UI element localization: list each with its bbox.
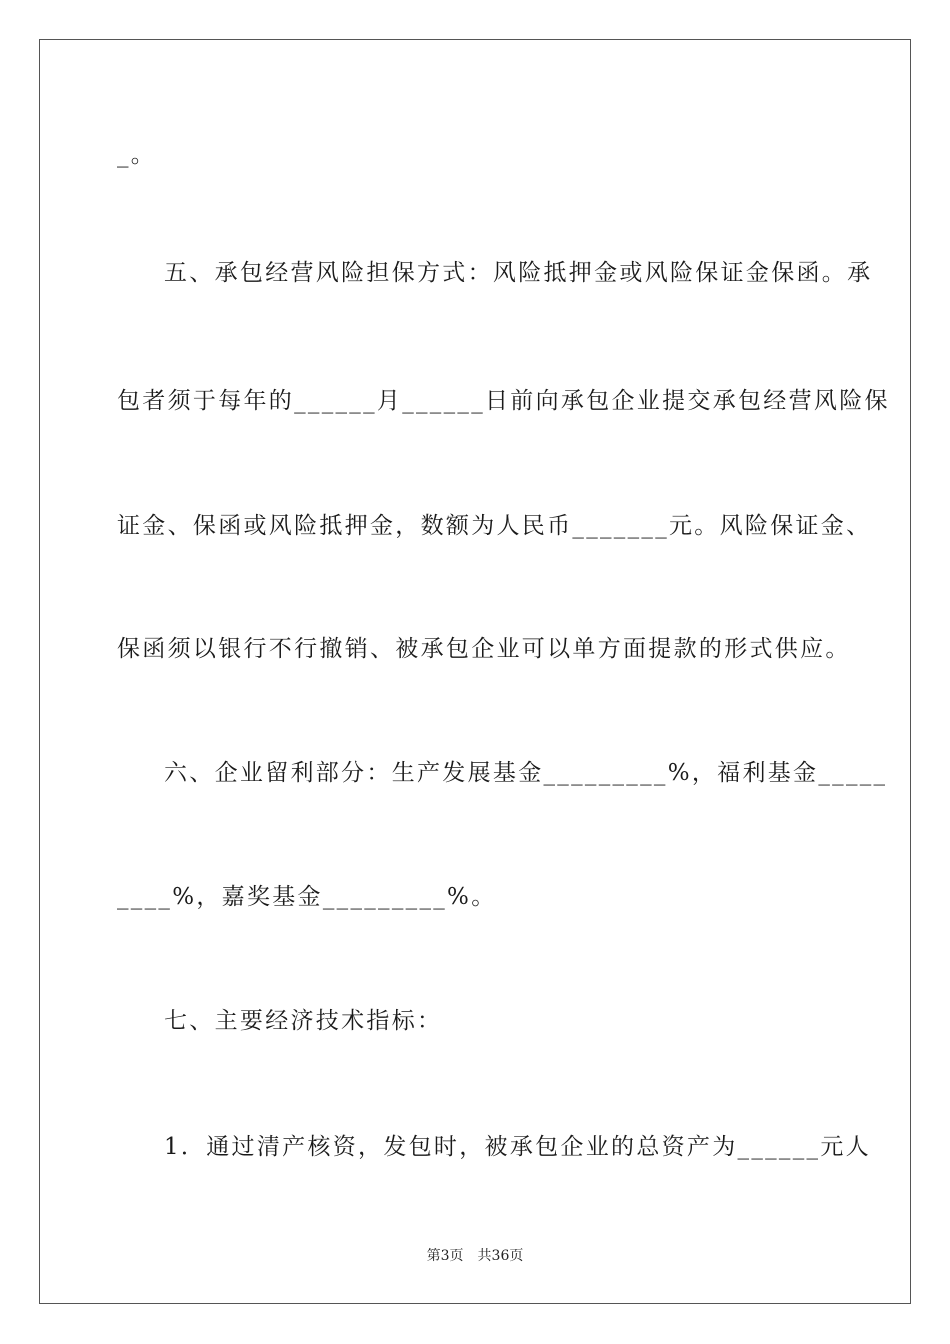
text-line: 六、企业留利部分：生产发展基金_________%，福利基金_____ — [164, 760, 888, 786]
text-line: ____%，嘉奖基金_________%。 — [117, 884, 497, 910]
text-line: _。 — [117, 142, 157, 168]
text-line: 1．通过清产核资，发包时，被承包企业的总资产为______元人 — [164, 1134, 871, 1160]
text-line: 保函须以银行不行撤销、被承包企业可以单方面提款的形式供应。 — [117, 636, 851, 662]
text-line: 七、主要经济技术指标： — [164, 1008, 443, 1034]
text-line: 包者须于每年的______月______日前向承包企业提交承包经营风险保 — [117, 388, 890, 414]
text-line: 五、承包经营风险担保方式：风险抵押金或风险保证金保函。承 — [164, 260, 873, 286]
page-footer — [0, 1247, 950, 1265]
page-border — [39, 39, 911, 1304]
page-number: 第3页 — [426, 1248, 464, 1264]
page-total: 共36页 — [477, 1248, 524, 1264]
text-line: 证金、保函或风险抵押金，数额为人民币_______元。风险保证金、 — [117, 513, 872, 539]
